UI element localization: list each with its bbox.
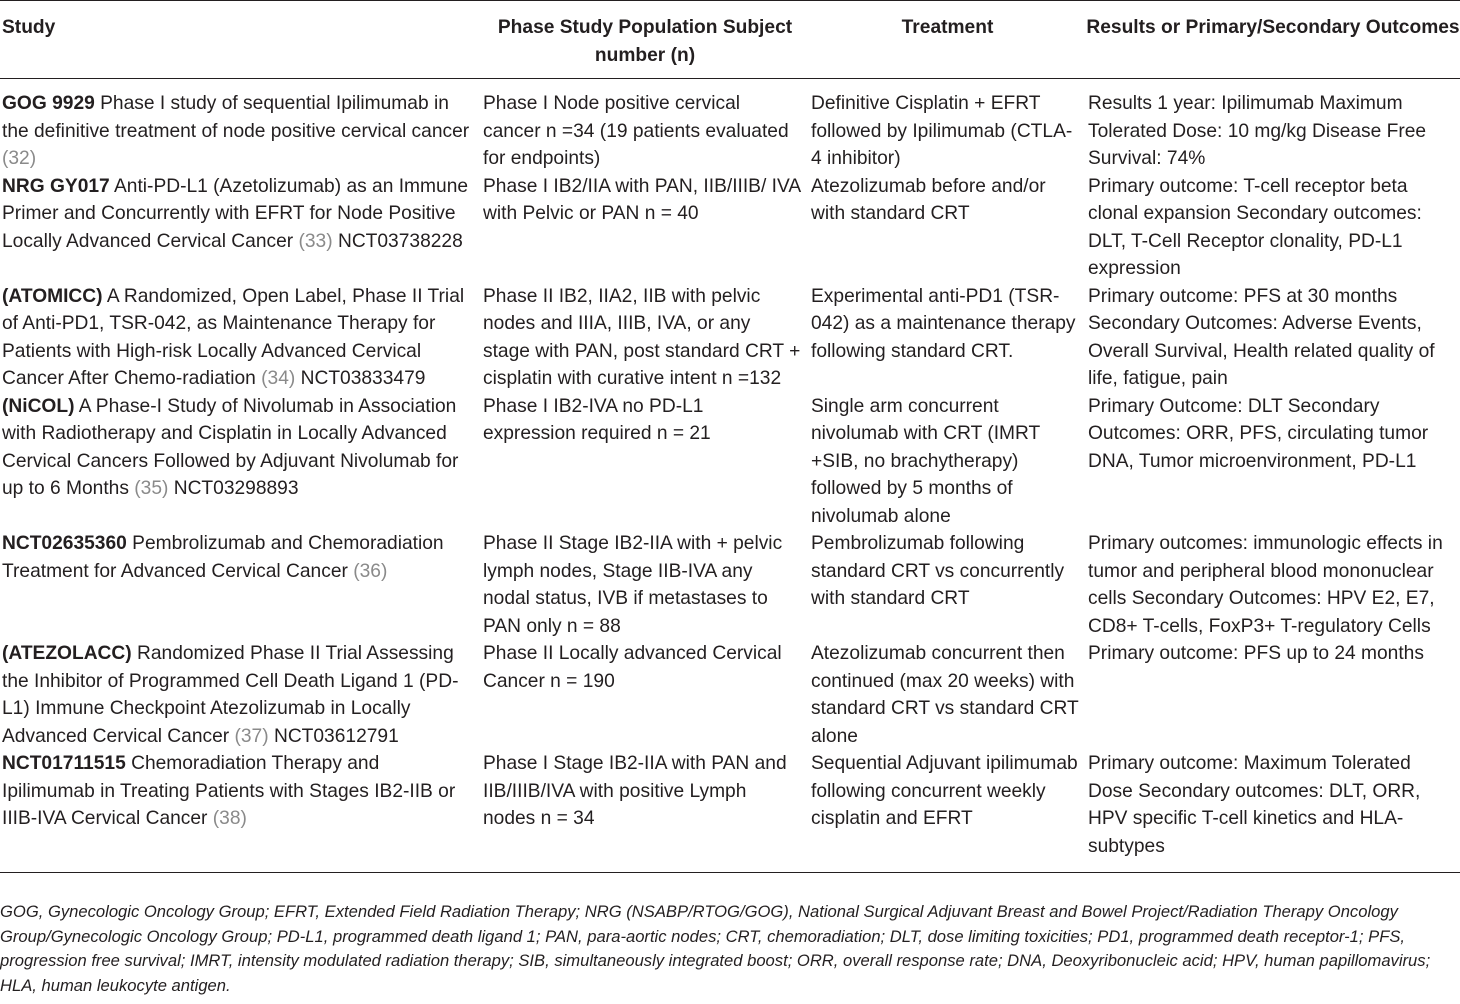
phase-cell: Phase I Node positive cervical cancer n =34 (19 patients evaluated for endpoints)	[483, 93, 789, 169]
study-name: GOG 9929	[2, 93, 95, 114]
study-cell	[0, 79, 481, 173]
treatment-cell: Atezolizumab before and/or with standard CRT	[811, 175, 1046, 224]
table-row	[0, 530, 1460, 640]
reference-link[interactable]: (36)	[353, 560, 388, 582]
results-cell: Primary Outcome: DLT Secondary Outcomes: ORR, PFS, circulating tumor DNA, Tumor microenvironment, PD-L1	[1088, 395, 1429, 472]
study-id: NCT03612791	[268, 725, 399, 747]
study-cell	[0, 173, 481, 283]
treatment-cell: Pembrolizumab following standard CRT vs concurrently with standard CRT	[811, 533, 1065, 609]
table-row	[0, 750, 1460, 873]
study-description: Anti-PD-L1 (Azetolizumab) as an Immune Primer and Concurrently with EFRT for Node Positive Locally Advanced Cervical Cancer	[2, 175, 469, 252]
header-row	[0, 1, 1460, 79]
study-id: NCT03833479	[295, 368, 426, 389]
reference-link[interactable]: (33)	[298, 230, 333, 252]
results-cell: Primary outcomes: immunologic effects in tumor and peripheral blood mononuclear cells Secondary Outcomes: HPV E2, E7, CD8+ T-cells, FoxP3+ T-regulatory Cells	[1088, 533, 1443, 637]
study-cell	[0, 283, 481, 393]
study-id: NCT03738228	[332, 230, 463, 252]
study-description: A Randomized, Open Label, Phase II Trial of Anti-PD1, TSR-042, as Maintenance Therapy for Patients with High-risk Locally Advanced Cervical Cancer After Chemo-radiation	[2, 285, 465, 389]
study-description: A Phase-I Study of Nivolumab in Association with Radiotherapy and Cisplatin in Locally Advanced Cervical Cancers Followed by Adjuvant Nivolumab for up to 6 Months	[2, 395, 459, 499]
study-cell	[0, 393, 481, 531]
table-body	[0, 79, 1460, 873]
header-results: Results or Primary/Secondary Outcomes	[1086, 1, 1460, 79]
results-cell: Primary outcome: PFS at 30 months Secondary Outcomes: Adverse Events, Overall Survival, Health related quality of life, fatigue, pain	[1088, 285, 1435, 389]
study-name: (ATOMICC)	[2, 285, 103, 307]
study-name: NCT02635360	[2, 533, 127, 554]
results-cell: Primary outcome: Maximum Tolerated Dose Secondary outcomes: DLT, ORR, HPV specific T-cell kinetics and HLA-subtypes	[1086, 750, 1460, 873]
header-study: Study	[0, 1, 481, 79]
reference-link[interactable]: (32)	[2, 148, 37, 169]
phase-cell: Phase II Stage IB2-IIA with + pelvic lymph nodes, Stage IIB-IVA any nodal status, IVB if metastases to PAN only n = 88	[483, 533, 783, 637]
study-cell	[0, 640, 481, 750]
table-footnote: GOG, Gynecologic Oncology Group; EFRT, Extended Field Radiation Therapy; NRG (NSABP/RTOG/GOG), National Surgical Adjuvant Breast and Bowel Project/Radiation Therapy Oncology Group/Gynecologic Oncology Group; PD-L1, programmed death ligand 1; PAN, para-aortic nodes; CRT, chemoradiation; DLT, dose limiting toxicities; PD1, programmed death receptor-1; PFS, progression free survival; IMRT, intensity modulated radiation therapy; SIB, simultaneously integrated boost; ORR, overall response rate; DNA, Deoxyribonucleic acid; HPV, human papillomavirus; HLA, human leukocyte antigen.	[0, 902, 1431, 995]
treatment-cell: Single arm concurrent nivolumab with CRT (IMRT +SIB, no brachytherapy) followed by 5 months of nivolumab alone	[811, 395, 1040, 527]
table-row	[0, 79, 1460, 173]
study-name: NCT01711515	[2, 753, 126, 774]
study-name: NRG GY017	[2, 175, 110, 197]
study-cell	[0, 750, 481, 873]
phase-cell: Phase I IB2-IVA no PD-L1 expression required n = 21	[483, 395, 711, 444]
reference-link[interactable]: (38)	[212, 808, 247, 829]
results-cell: Results 1 year: Ipilimumab Maximum Tolerated Dose: 10 mg/kg Disease Free Survival: 74%	[1088, 93, 1427, 169]
results-cell: Primary outcome: T-cell receptor beta clonal expansion Secondary outcomes: DLT, T-Cell Receptor clonality, PD-L1 expression	[1088, 175, 1422, 279]
results-cell: Primary outcome: PFS up to 24 months	[1088, 643, 1424, 664]
study-description: Chemoradiation Therapy and Ipilimumab in Treating Patients with Stages IB2-IIB or IIIB-IVA Cervical Cancer	[2, 753, 456, 829]
study-name: (NiCOL)	[2, 395, 75, 417]
table-row	[0, 393, 1460, 531]
treatment-cell: Definitive Cisplatin + EFRT followed by Ipilimumab (CTLA-4 inhibitor)	[811, 93, 1073, 169]
treatment-cell: Experimental anti-PD1 (TSR-042) as a maintenance therapy following standard CRT.	[811, 285, 1076, 362]
reference-link[interactable]: (35)	[134, 478, 169, 499]
study-cell	[0, 530, 481, 640]
header-phase: Phase Study Population Subject number (n)	[481, 1, 809, 79]
phase-cell: Phase I IB2/IIA with PAN, IIB/IIIB/ IVA with Pelvic or PAN n = 40	[483, 175, 801, 224]
phase-cell: Phase II Locally advanced Cervical Cancer n = 190	[483, 643, 782, 692]
treatment-cell: Sequential Adjuvant ipilimumab following concurrent weekly cisplatin and EFRT	[809, 750, 1086, 873]
study-name: (ATEZOLACC)	[2, 643, 132, 664]
table-row	[0, 173, 1460, 283]
reference-link[interactable]: (34)	[261, 368, 296, 389]
table-row	[0, 640, 1460, 750]
study-id: NCT03298893	[168, 478, 299, 499]
study-description: Pembrolizumab and Chemoradiation Treatment for Advanced Cervical Cancer	[2, 533, 444, 582]
study-description: Phase I study of sequential Ipilimumab in the definitive treatment of node positive cervical cancer	[2, 93, 470, 142]
table-row	[0, 283, 1460, 393]
header-treatment: Treatment	[809, 1, 1086, 79]
treatment-cell: Atezolizumab concurrent then continued (max 20 weeks) with standard CRT vs standard CRT alone	[811, 643, 1079, 747]
table-header	[0, 1, 1460, 79]
reference-link[interactable]: (37)	[234, 725, 269, 747]
phase-cell: Phase II IB2, IIA2, IIB with pelvic nodes and IIIA, IIIB, IVA, or any stage with PAN, post standard CRT + cisplatin with curative intent n =132	[483, 285, 801, 389]
study-description: Randomized Phase II Trial Assessing the Inhibitor of Programmed Cell Death Ligand 1 (PD-L1) Immune Checkpoint Atezolizumab in Locally Advanced Cervical Cancer	[2, 643, 459, 747]
phase-cell: Phase I Stage IB2-IIA with PAN and IIB/IIIB/IVA with positive Lymph nodes n = 34	[481, 750, 809, 873]
